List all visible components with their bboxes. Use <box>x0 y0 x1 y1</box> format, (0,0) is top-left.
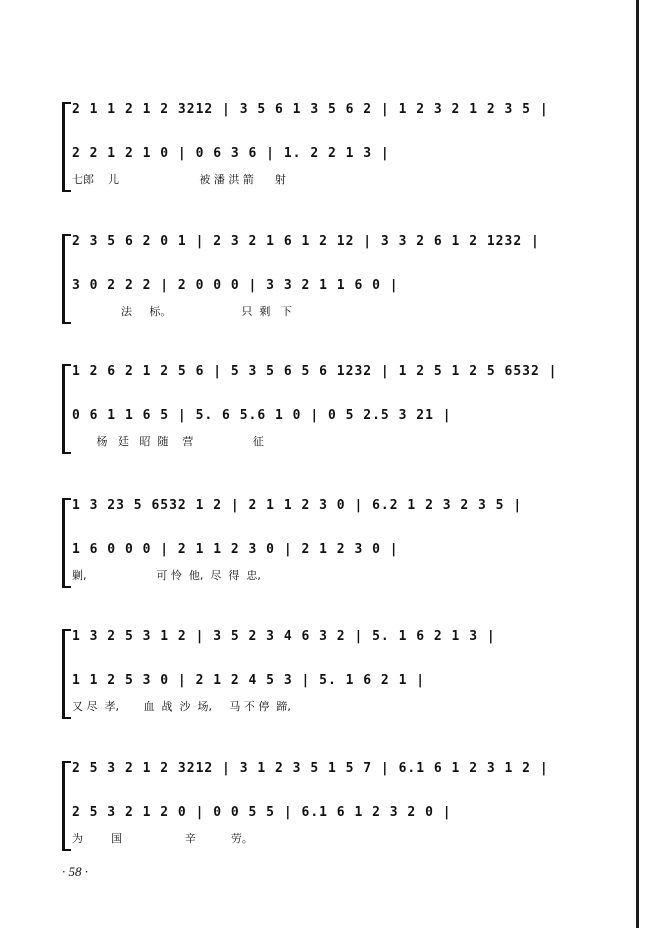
lower-staff-line: 1 1 2 5 3 0 | 2 1 2 4 5 3 | 5. 1 6 2 1 | <box>72 673 426 688</box>
lower-staff-line: 1 6 0 0 0 | 2 1 1 2 3 0 | 2 1 2 3 0 | <box>72 542 399 557</box>
upper-staff-line: 2 1 1 2 1 2 3212 | 3 5 6 1 3 5 6 2 | 1 2 3 2 1 2 3 5 | <box>72 102 549 117</box>
lyrics-line: 法 标。 只 剩 下 <box>72 305 292 318</box>
score-system <box>62 230 607 320</box>
lyrics-line: 剿, 可 怜 他, 尽 得 忠, <box>72 569 261 582</box>
lower-staff-line: 2 2 1 2 1 0 | 0 6 3 6 | 1. 2 2 1 3 | <box>72 146 390 161</box>
system-brace <box>62 102 71 192</box>
system-brace <box>62 234 71 324</box>
lyrics-line: 为 国 辛 劳。 <box>72 832 253 845</box>
lower-staff-line: 2 5 3 2 1 2 0 | 0 0 5 5 | 6.1 6 1 2 3 2 0 | <box>72 805 452 820</box>
lyrics-line: 杨 廷 昭 随 营 征 <box>72 435 264 448</box>
page-edge <box>636 0 639 928</box>
score-system <box>62 757 607 847</box>
score-system <box>62 625 607 715</box>
lyrics-line: 又 尽 孝, 血 战 沙 场, 马 不 停 蹄, <box>72 700 291 713</box>
score-system <box>62 98 607 188</box>
score-system <box>62 360 607 450</box>
upper-staff-line: 1 2 6 2 1 2 5 6 | 5 3 5 6 5 6 1232 | 1 2 5 1 2 5 6532 | <box>72 364 558 379</box>
lower-staff-line: 3 0 2 2 2 | 2 0 0 0 | 3 3 2 1 1 6 0 | <box>72 278 399 293</box>
upper-staff-line: 1 3 2 5 3 1 2 | 3 5 2 3 4 6 3 2 | 5. 1 6 2 1 3 | <box>72 629 496 644</box>
page-number: · 58 · <box>62 864 88 879</box>
upper-staff-line: 2 5 3 2 1 2 3212 | 3 1 2 3 5 1 5 7 | 6.1 6 1 2 3 1 2 | <box>72 761 549 776</box>
lyrics-line: 七郎 儿 被 潘 洪 箭 射 <box>72 173 286 186</box>
system-brace <box>62 498 71 588</box>
system-brace <box>62 629 71 719</box>
upper-staff-line: 1 3 23 5 6532 1 2 | 2 1 1 2 3 0 | 6.2 1 2 3 2 3 5 | <box>72 498 523 513</box>
system-brace <box>62 364 71 454</box>
system-brace <box>62 761 71 851</box>
score-system <box>62 494 607 584</box>
upper-staff-line: 2 3 5 6 2 0 1 | 2 3 2 1 6 1 2 12 | 3 3 2 6 1 2 1232 | <box>72 234 540 249</box>
lower-staff-line: 0 6 1 1 6 5 | 5. 6 5.6 1 0 | 0 5 2.5 3 21 | <box>72 408 452 423</box>
